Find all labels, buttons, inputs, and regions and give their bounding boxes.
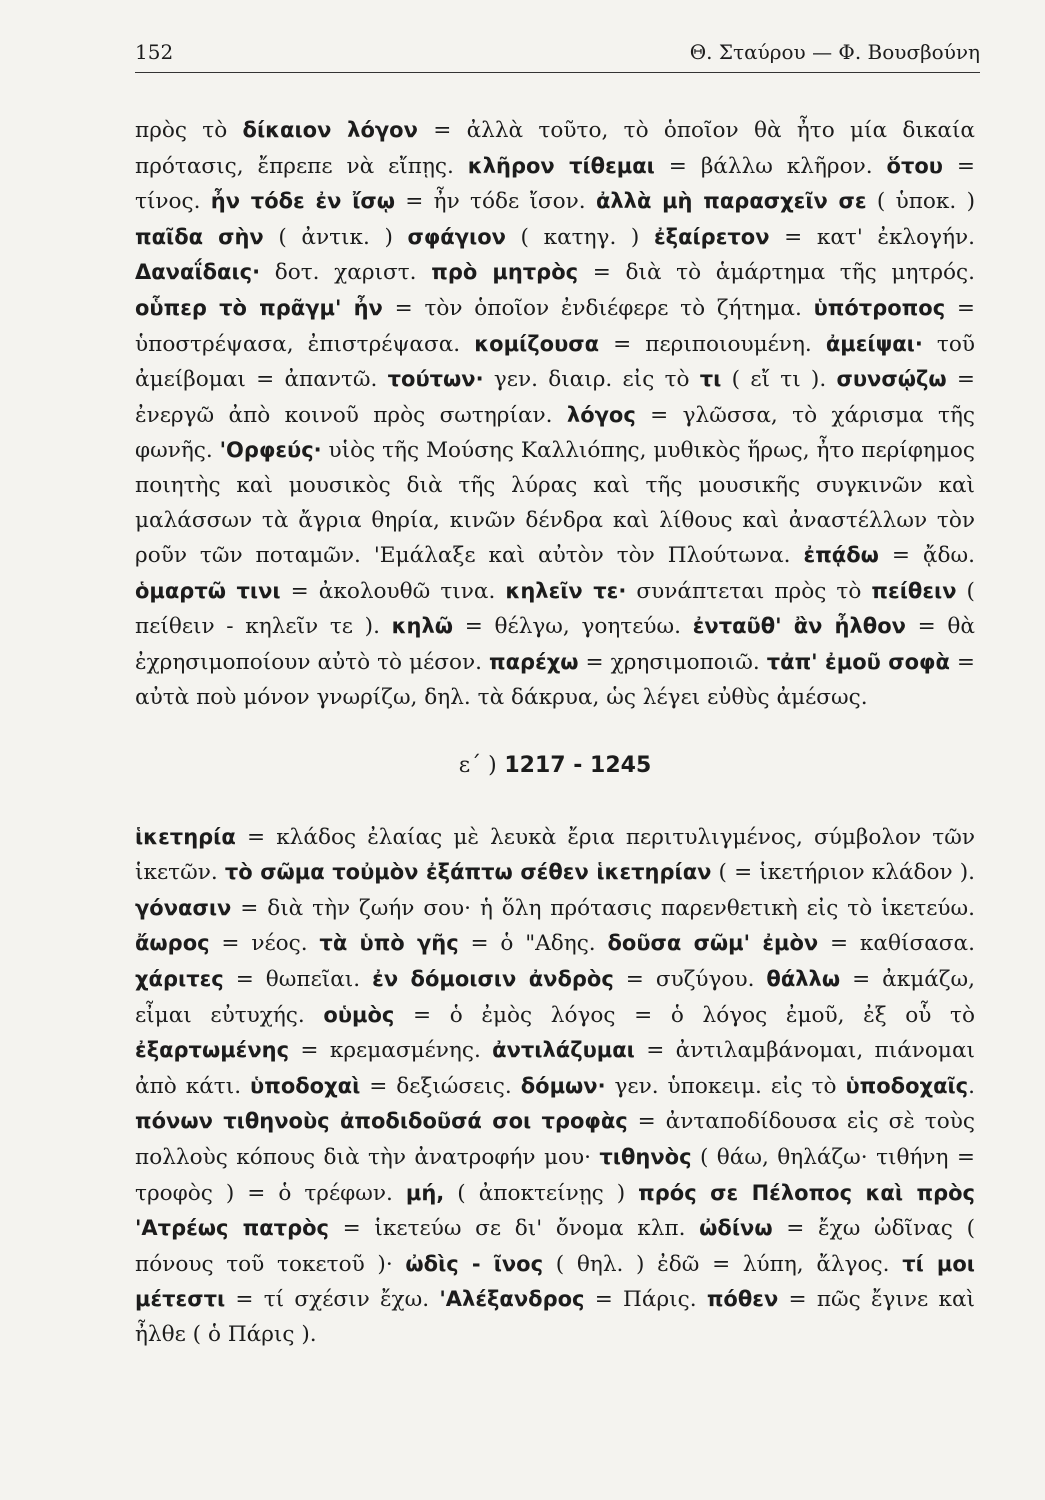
gloss-text: = κλάδος ἐλαίας μὲ λευκὰ ἔρια περιτυλιγμένος, σύμβολον τῶν ἱκετῶν. <box>135 824 975 886</box>
lemma-term: τἀπ' ἐμοῦ σοφὰ <box>766 649 950 674</box>
gloss-text: = Πάρις. <box>584 1287 707 1313</box>
commentary-paragraph-1 <box>135 113 975 715</box>
gloss-text: = ἀλλὰ τοῦτο, τὸ ὁποῖον θὰ ἦτο μία δικαία πρότασις, ἔπρεπε νὰ εἴπῃς. <box>135 118 975 179</box>
commentary-text <box>135 113 975 1353</box>
lemma-term: συνσῴζω <box>836 367 947 392</box>
lemma-term: 'Αλέξανδρος <box>439 1287 585 1312</box>
lemma-term: λόγος <box>566 402 636 427</box>
lemma-term: Δαναΐδαις· <box>135 260 261 285</box>
gloss-text: = ἱκετεύω σε δι' ὄνομα κλπ. <box>328 1216 700 1242</box>
gloss-text: ( εἴ τι ). <box>721 367 837 393</box>
gloss-text: γεν. διαιρ. εἰς τὸ <box>483 367 700 393</box>
lemma-term: κηλῶ <box>391 614 454 639</box>
commentary-paragraph-2 <box>135 820 975 1353</box>
lemma-term: ὑποδοχαὶ <box>250 1073 361 1098</box>
gloss-text: δοτ. χαριστ. <box>260 260 432 286</box>
lemma-term: τιθηνὸς <box>599 1145 692 1170</box>
gloss-text: = ἀνταποδίδουσα εἰς σὲ τοὺς πολλοὺς κόπους διὰ τὴν ἀνατροφήν μου· <box>135 1109 975 1171</box>
gloss-text: = γλῶσσα, τὸ χάρισμα τῆς φωνῆς. <box>135 402 975 464</box>
gloss-text: ( ὑποκ. ) <box>866 189 976 215</box>
gloss-text: = βάλλω κλῆρον. <box>654 153 887 179</box>
gloss-text: υἱὸς τῆς Μούσης Καλλιόπης, μυθικὸς ἥρως, ἦτο περίφημος ποιητὴς καὶ μουσικὸς διὰ τῆς λύρας καὶ τῆς μουσικῆς συγκινῶν καὶ μαλάσσων τὰ ἄγρια θηρία, κινῶν δένδρα καὶ λίθους καὶ ἀναστέλλων τὸν ροῦν τῶν ποταμῶν. 'Εμάλαξε καὶ αὐτὸν τὸν Πλούτωνα. <box>135 438 975 569</box>
lemma-term: πρός σε Πέλοπος καὶ πρὸς 'Ατρέως πατρὸς <box>135 1180 975 1241</box>
lemma-term: γόνασιν <box>135 895 232 920</box>
gloss-text: ( πείθειν - κηλεῖν τε ). <box>135 578 975 640</box>
gloss-text: = κατ' ἐκλογήν. <box>769 224 976 250</box>
lemma-term: τι <box>699 367 722 392</box>
gloss-text: γεν. ὑποκειμ. εἰς τὸ <box>605 1073 846 1099</box>
gloss-text: = αὐτὰ ποὺ μόνον γνωρίζω, δηλ. τὰ δάκρυα, ὡς λέγει εὐθὺς ἀμέσως. <box>135 649 975 710</box>
gloss-text: ( ἀντικ. ) <box>263 224 408 250</box>
gloss-text: = ἀκολουθῶ τινα. <box>280 578 506 604</box>
gloss-text: = ἀντιλαμβάνομαι, πιάνομαι ἀπὸ κάτι. <box>135 1038 975 1099</box>
gloss-text: ( = ἱκετήριον κλάδον ). <box>711 860 975 886</box>
gloss-text: = ἐνεργῶ ἀπὸ κοινοῦ πρὸς σωτηρίαν. <box>135 367 975 428</box>
lemma-term: χάριτες <box>135 967 224 992</box>
lemma-term: ἐξαρτωμένης <box>135 1038 290 1063</box>
lemma-term: οὗπερ τὸ πρᾶγμ' ἦν <box>135 295 383 320</box>
gloss-text: = ἀκμάζω, εἶμαι εὐτυχής. <box>135 967 976 1028</box>
lemma-term: ὅτου <box>886 153 943 178</box>
section-letter: ε΄ ) <box>458 753 497 779</box>
page-number: 152 <box>135 40 174 64</box>
lemma-term: ὑπότροπος <box>813 295 946 320</box>
gloss-text: = θωπεῖαι. <box>223 967 373 993</box>
lemma-term: κλῆρον τίθεμαι <box>467 153 655 178</box>
lemma-term: τὰ ὑπὸ γῆς <box>319 931 459 956</box>
lemma-term: 'Ορφεύς· <box>219 438 322 463</box>
gloss-text: πρὸς τὸ <box>135 118 243 143</box>
gloss-text: = καθίσασα. <box>818 931 975 957</box>
gloss-text: συνάπτεται πρὸς τὸ <box>626 578 872 604</box>
gloss-text: ( κατηγ. ) <box>505 224 654 250</box>
lemma-term: ὠδὶς - ῖνος <box>405 1251 544 1276</box>
gloss-text: = χρησιμοποιῶ. <box>578 649 767 675</box>
gloss-text: = ἔχω ὠδῖνας ( πόνους τοῦ τοκετοῦ )· <box>135 1216 975 1277</box>
gloss-text: = ὑποστρέψασα, ἐπιστρέψασα. <box>135 295 975 357</box>
running-header <box>135 40 980 73</box>
lemma-term: ἀμείψαι· <box>825 331 923 356</box>
lemma-term: δόμων· <box>520 1073 606 1098</box>
gloss-text: . <box>968 1073 976 1099</box>
lemma-term: ἐνταῦθ' ἂν ἦλθον <box>692 614 906 639</box>
verse-range: 1217 - 1245 <box>504 753 652 779</box>
lemma-term: πόθεν <box>706 1287 779 1312</box>
lemma-term: σφάγιον <box>407 224 506 249</box>
gloss-text: = πῶς ἔγινε καὶ ἦλθε ( ὁ Πάρις ). <box>135 1287 976 1347</box>
lemma-term: παρέχω <box>489 649 579 674</box>
lemma-term: ὠδίνω <box>699 1216 773 1241</box>
lemma-term: ἄωρος <box>135 931 210 956</box>
gloss-text: = κρεμασμένης. <box>289 1038 493 1064</box>
lemma-term: τούτων· <box>387 367 484 392</box>
lemma-term: μή, <box>405 1180 445 1205</box>
lemma-term: ἐξαίρετον <box>653 224 770 249</box>
gloss-text: = περιποιουμένη. <box>599 331 826 357</box>
lemma-term: πόνων τιθηνοὺς ἀποδιδοῦσά σοι τροφὰς <box>135 1109 628 1134</box>
lemma-term: πείθειν <box>871 578 957 603</box>
lemma-term: δίκαιον λόγον <box>242 118 418 142</box>
lemma-term: ἐπᾴδω <box>803 543 879 568</box>
lemma-term: οὑμὸς <box>323 1002 395 1027</box>
gloss-text: ( ἀποκτείνῃς ) <box>444 1180 639 1206</box>
lemma-term: ἦν τόδε ἐν ἴσῳ <box>210 189 395 214</box>
gloss-text: = διὰ τὸ ἁμάρτημα τῆς μητρός. <box>578 260 975 286</box>
gloss-text: = ᾄδω. <box>878 543 975 569</box>
gloss-text: = συζύγου. <box>613 967 767 993</box>
gloss-text: = νέος. <box>209 931 320 957</box>
lemma-term: κηλεῖν τε· <box>505 578 627 603</box>
lemma-term: θάλλω <box>766 967 841 992</box>
gloss-text: = τὸν ὁποῖον ἐνδιέφερε τὸ ζήτημα. <box>382 295 814 321</box>
gloss-text: = θὰ ἐχρησιμοποίουν αὐτὸ τὸ μέσον. <box>135 614 975 675</box>
gloss-text: = τίνος. <box>135 153 976 215</box>
section-heading <box>135 749 975 784</box>
lemma-term: πρὸ μητρὸς <box>431 260 579 285</box>
lemma-term: παῖδα σὴν <box>135 224 264 249</box>
gloss-text: = δεξιώσεις. <box>360 1073 521 1099</box>
lemma-term: ἀλλὰ μὴ παρασχεῖν σε <box>595 189 867 214</box>
lemma-term: τί μοι μέτεστι <box>135 1251 975 1312</box>
gloss-text: = διὰ τὴν ζωήν σου· ἡ ὅλη πρότασις παρενθετικὴ εἰς τὸ ἱκετεύω. <box>231 895 975 921</box>
gloss-text: τοῦ ἀμείβομαι = ἀπαντῶ. <box>135 331 975 393</box>
lemma-term: ὁμαρτῶ τινι <box>135 578 281 603</box>
gloss-text: = ἦν τόδε ἴσον. <box>395 189 596 215</box>
lemma-term: ἐν δόμοισιν ἀνδρὸς <box>372 967 614 992</box>
lemma-term: δοῦσα σῶμ' ἐμὸν <box>607 931 819 956</box>
lemma-term: ἱκετηρία <box>135 824 236 849</box>
gloss-text: ( θάω, θηλάζω· τιθήνη = τροφὸς ) = ὁ τρέφων. <box>135 1145 975 1206</box>
lemma-term: τὸ σῶμα τοὐμὸν ἐξάπτω σέθεν ἱκετηρίαν <box>224 860 712 885</box>
gloss-text: = τί σχέσιν ἔχω. <box>225 1287 440 1313</box>
lemma-term: ὑποδοχαῖς <box>845 1073 969 1098</box>
gloss-text: = θέλγω, γοητεύω. <box>453 614 693 640</box>
gloss-text: = ὁ "Αδης. <box>458 931 608 957</box>
lemma-term: κομίζουσα <box>474 331 600 356</box>
gloss-text: = ὁ ἐμὸς λόγος = ὁ λόγος ἐμοῦ, ἐξ οὗ τὸ <box>394 1002 975 1028</box>
running-title: Θ. Σταύρου — Φ. Βουσβούνη <box>689 40 980 64</box>
lemma-term: ἀντιλάζυμαι <box>492 1038 635 1063</box>
gloss-text: ( θηλ. ) ἐδῶ = λύπη, ἄλγος. <box>543 1251 903 1277</box>
